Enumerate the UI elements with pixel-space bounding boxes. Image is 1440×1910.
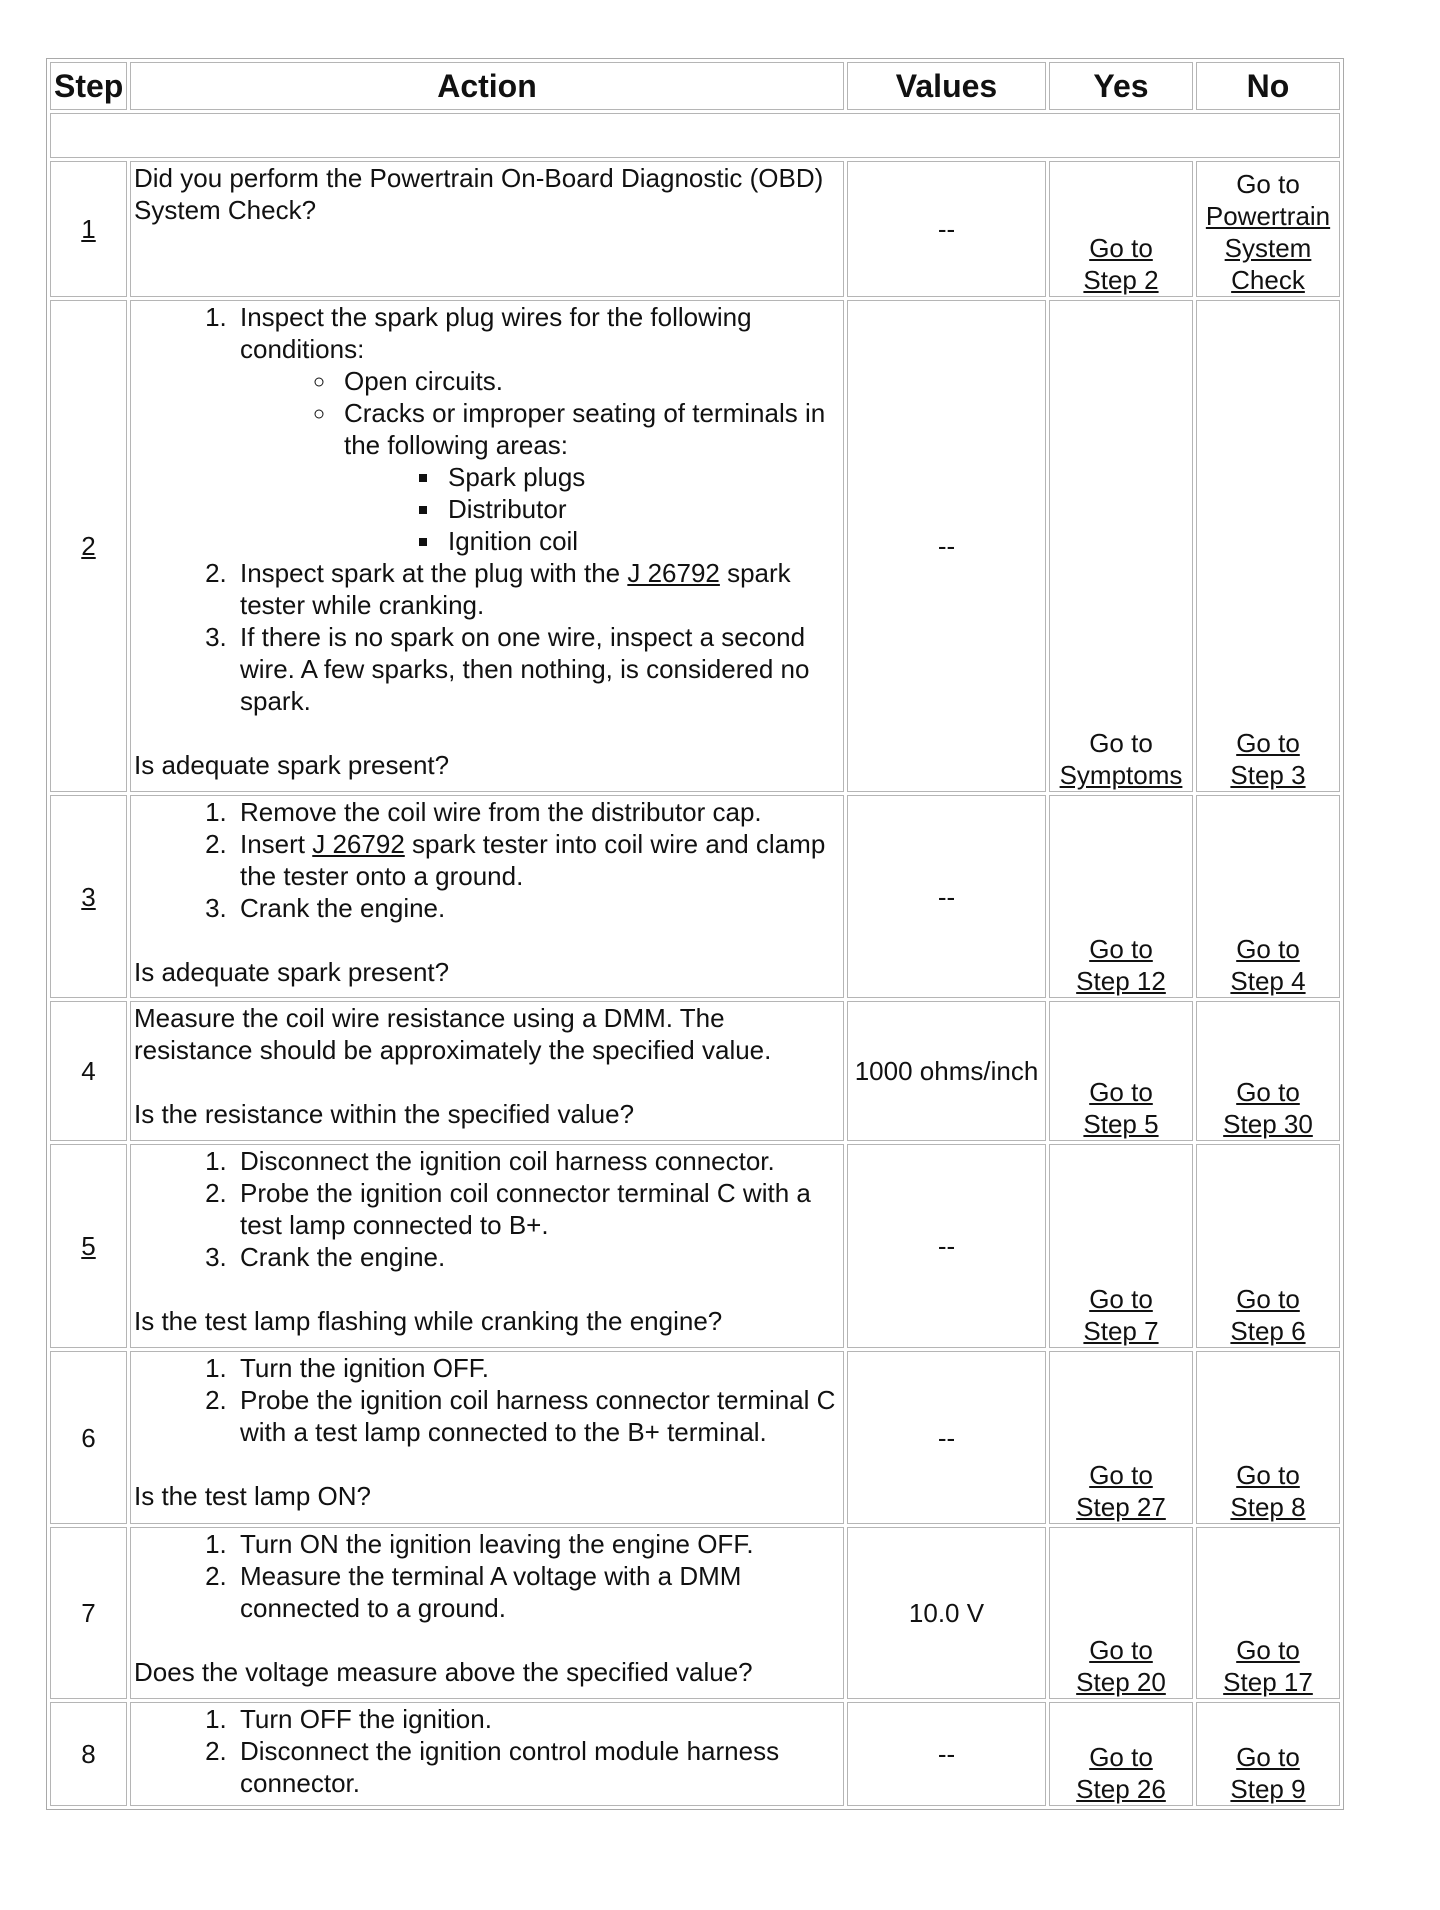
link-line: System xyxy=(1224,233,1312,263)
value-cell: -- xyxy=(847,1144,1046,1348)
link-line: Go to xyxy=(1089,1635,1153,1665)
link-line: Go to xyxy=(1089,1284,1153,1314)
step-instruction: Cracks or improper seating of terminals in the following areas: xyxy=(344,398,826,460)
header-action: Action xyxy=(130,62,844,110)
list-item: 1. Remove the coil wire from the distributor cap. xyxy=(234,796,840,828)
header-yes: Yes xyxy=(1049,62,1193,110)
list-item: 2. Measure the terminal A voltage with a DMM connected to a ground. xyxy=(234,1560,840,1624)
tool-link[interactable]: J 26792 xyxy=(627,558,720,588)
text: spark tester into coil wire and clamp the tester onto a ground. xyxy=(240,829,826,891)
go-to-step-link[interactable] xyxy=(1053,1459,1189,1523)
step-number-cell xyxy=(50,795,127,998)
header-values: Values xyxy=(847,62,1046,110)
text: spark tester while cranking. xyxy=(240,558,791,620)
table-row xyxy=(50,300,1340,792)
list-item: 3. If there is no spark on one wire, inspect a second wire. A few sparks, then nothing, is considered no spark. xyxy=(234,621,840,717)
action-cell xyxy=(130,1144,844,1348)
go-to-step-link[interactable] xyxy=(1200,1459,1336,1523)
go-to-step-link[interactable] xyxy=(1053,1283,1189,1347)
sub-sub-list xyxy=(344,461,840,557)
link-line: Step 3 xyxy=(1230,760,1306,790)
link-line: Go to xyxy=(1089,1077,1153,1107)
link-line: Step 20 xyxy=(1076,1667,1166,1697)
yes-cell xyxy=(1049,1527,1193,1699)
value-cell: 1000 ohms/inch xyxy=(847,1001,1046,1141)
question-text: Does the voltage measure above the specified value? xyxy=(134,1657,753,1687)
step-number-cell: 8 xyxy=(50,1702,127,1806)
link-line: Check xyxy=(1231,265,1305,295)
value-cell: 10.0 V xyxy=(847,1527,1046,1699)
link-line: Step 27 xyxy=(1076,1492,1166,1522)
value-cell: -- xyxy=(847,161,1046,297)
action-steps-list xyxy=(134,1145,840,1273)
value-cell: -- xyxy=(847,300,1046,792)
link-line: Step 2 xyxy=(1083,265,1159,295)
link-line: Step 7 xyxy=(1083,1316,1159,1346)
go-to-powertrain-check-link[interactable] xyxy=(1200,200,1336,296)
go-to-step-link[interactable] xyxy=(1200,1634,1336,1698)
value-cell: -- xyxy=(847,1351,1046,1524)
link-line: Go to xyxy=(1236,1635,1300,1665)
link-line: Powertrain xyxy=(1205,201,1331,231)
action-cell xyxy=(130,1351,844,1524)
action-text: Did you perform the Powertrain On-Board Diagnostic (OBD) System Check? xyxy=(134,163,824,225)
table-row xyxy=(50,1351,1340,1524)
spacer-cell xyxy=(50,113,1340,158)
link-line: Go to xyxy=(1089,233,1153,263)
list-item: 2. Probe the ignition coil connector terminal C with a test lamp connected to B+. xyxy=(234,1177,840,1241)
go-to-symptoms-link[interactable]: Symptoms xyxy=(1059,760,1183,790)
yes-cell xyxy=(1049,1144,1193,1348)
link-line: Step 12 xyxy=(1076,966,1166,996)
step-number-cell xyxy=(50,161,127,297)
link-line: Step 5 xyxy=(1083,1109,1159,1139)
go-to-step-link[interactable] xyxy=(1200,1741,1336,1805)
step-link[interactable]: 5 xyxy=(81,1231,96,1261)
no-cell xyxy=(1196,1702,1340,1806)
yes-cell xyxy=(1049,300,1193,792)
question-text: Is adequate spark present? xyxy=(134,957,450,987)
action-cell xyxy=(130,300,844,792)
link-line: Go to xyxy=(1236,1460,1300,1490)
action-steps-list xyxy=(134,1352,840,1448)
link-line: Step 26 xyxy=(1076,1774,1166,1804)
no-cell xyxy=(1196,300,1340,792)
link-line: Step 9 xyxy=(1230,1774,1306,1804)
step-number-cell xyxy=(50,300,127,792)
link-line: Step 8 xyxy=(1230,1492,1306,1522)
table-row xyxy=(50,161,1340,297)
step-number-cell: 4 xyxy=(50,1001,127,1141)
no-cell xyxy=(1196,1351,1340,1524)
list-item: ▪ Spark plugs xyxy=(442,461,840,493)
step-link[interactable]: 3 xyxy=(81,881,96,912)
no-cell xyxy=(1196,795,1340,998)
link-line: Go to xyxy=(1089,1742,1153,1772)
go-to-step-link[interactable] xyxy=(1053,1076,1189,1140)
question-text: Is the resistance within the specified value? xyxy=(134,1099,635,1129)
spacer-row xyxy=(50,113,1340,158)
yes-go-to-text: Go to xyxy=(1089,728,1153,758)
action-cell xyxy=(130,795,844,998)
link-line: Go to xyxy=(1236,1742,1300,1772)
link-line: Go to xyxy=(1236,1284,1300,1314)
yes-cell xyxy=(1049,1351,1193,1524)
action-steps-list xyxy=(134,796,840,924)
list-item: 2. Disconnect the ignition control module harness connector. xyxy=(234,1735,840,1799)
list-item xyxy=(234,557,840,621)
list-item: 3. Crank the engine. xyxy=(234,1241,840,1273)
question-text: Is the test lamp flashing while cranking the engine? xyxy=(134,1306,723,1336)
diagnostic-page xyxy=(46,58,1344,1810)
table-row xyxy=(50,1702,1340,1806)
action-cell xyxy=(130,161,844,297)
action-text: Measure the coil wire resistance using a DMM. The resistance should be approximately the specified value. xyxy=(134,1003,772,1065)
text: Insert xyxy=(240,829,313,859)
link-line: Go to xyxy=(1236,728,1300,758)
link-line: Step 4 xyxy=(1230,966,1306,996)
go-to-step-link[interactable] xyxy=(1053,933,1189,997)
tool-link[interactable]: J 26792 xyxy=(312,829,405,859)
list-item: 1. Turn ON the ignition leaving the engine OFF. xyxy=(234,1528,840,1560)
yes-cell xyxy=(1049,1001,1193,1141)
text: Inspect spark at the plug with the xyxy=(240,558,628,588)
go-to-step-link[interactable] xyxy=(1200,727,1336,791)
list-item xyxy=(234,301,840,557)
no-go-to-text: Go to xyxy=(1236,169,1300,199)
link-line: Go to xyxy=(1236,934,1300,964)
question-text: Is the test lamp ON? xyxy=(134,1481,371,1511)
action-cell xyxy=(130,1702,844,1806)
step-number-cell xyxy=(50,1144,127,1348)
action-steps-list xyxy=(134,301,840,717)
go-to-step-link[interactable] xyxy=(1053,1741,1189,1805)
link-line: Step 6 xyxy=(1230,1316,1306,1346)
question-text: Is adequate spark present? xyxy=(134,750,450,780)
step-link[interactable]: 2 xyxy=(81,531,96,561)
table-row xyxy=(50,1144,1340,1348)
no-cell xyxy=(1196,1527,1340,1699)
go-to-step-link[interactable] xyxy=(1053,1634,1189,1698)
list-item: 1. Turn OFF the ignition. xyxy=(234,1703,840,1735)
action-steps-list xyxy=(134,1703,840,1799)
step-number-cell: 7 xyxy=(50,1527,127,1699)
link-line: Go to xyxy=(1089,1460,1153,1490)
go-to-step-link[interactable] xyxy=(1200,1283,1336,1347)
link-line: Step 17 xyxy=(1223,1667,1313,1697)
step-number-cell: 6 xyxy=(50,1351,127,1524)
list-item: 3. Crank the engine. xyxy=(234,892,840,924)
value-cell: -- xyxy=(847,795,1046,998)
go-to-step-link[interactable] xyxy=(1053,232,1189,296)
go-to-step-link[interactable] xyxy=(1200,933,1336,997)
no-cell xyxy=(1196,1001,1340,1141)
list-item: 1. Disconnect the ignition coil harness connector. xyxy=(234,1145,840,1177)
header-no: No xyxy=(1196,62,1340,110)
header-step: Step xyxy=(50,62,127,110)
table-row xyxy=(50,1001,1340,1141)
yes-cell xyxy=(1049,161,1193,297)
link-line: Go to xyxy=(1236,1077,1300,1107)
action-cell xyxy=(130,1001,844,1141)
table-row xyxy=(50,1527,1340,1699)
list-item: ◦ Open circuits. xyxy=(338,365,840,397)
list-item: 2. Probe the ignition coil harness connector terminal C with a test lamp connected to the B+ terminal. xyxy=(234,1384,840,1448)
action-steps-list xyxy=(134,1528,840,1624)
action-cell xyxy=(130,1527,844,1699)
list-item: ▪ Ignition coil xyxy=(442,525,840,557)
no-cell xyxy=(1196,161,1340,297)
header-row xyxy=(50,62,1340,110)
sub-list xyxy=(240,365,840,557)
list-item xyxy=(234,828,840,892)
list-item: ▪ Distributor xyxy=(442,493,840,525)
step-instruction: Inspect the spark plug wires for the following conditions: xyxy=(240,302,752,364)
diagnostic-table xyxy=(46,58,1344,1810)
no-cell xyxy=(1196,1144,1340,1348)
list-item: 1. Turn the ignition OFF. xyxy=(234,1352,840,1384)
yes-cell xyxy=(1049,1702,1193,1806)
list-item xyxy=(338,397,840,557)
yes-cell xyxy=(1049,795,1193,998)
link-line: Step 30 xyxy=(1223,1109,1313,1139)
value-cell: -- xyxy=(847,1702,1046,1806)
table-row xyxy=(50,795,1340,998)
link-line: Go to xyxy=(1089,934,1153,964)
go-to-step-link[interactable] xyxy=(1200,1076,1336,1140)
step-link[interactable]: 1 xyxy=(81,214,96,244)
